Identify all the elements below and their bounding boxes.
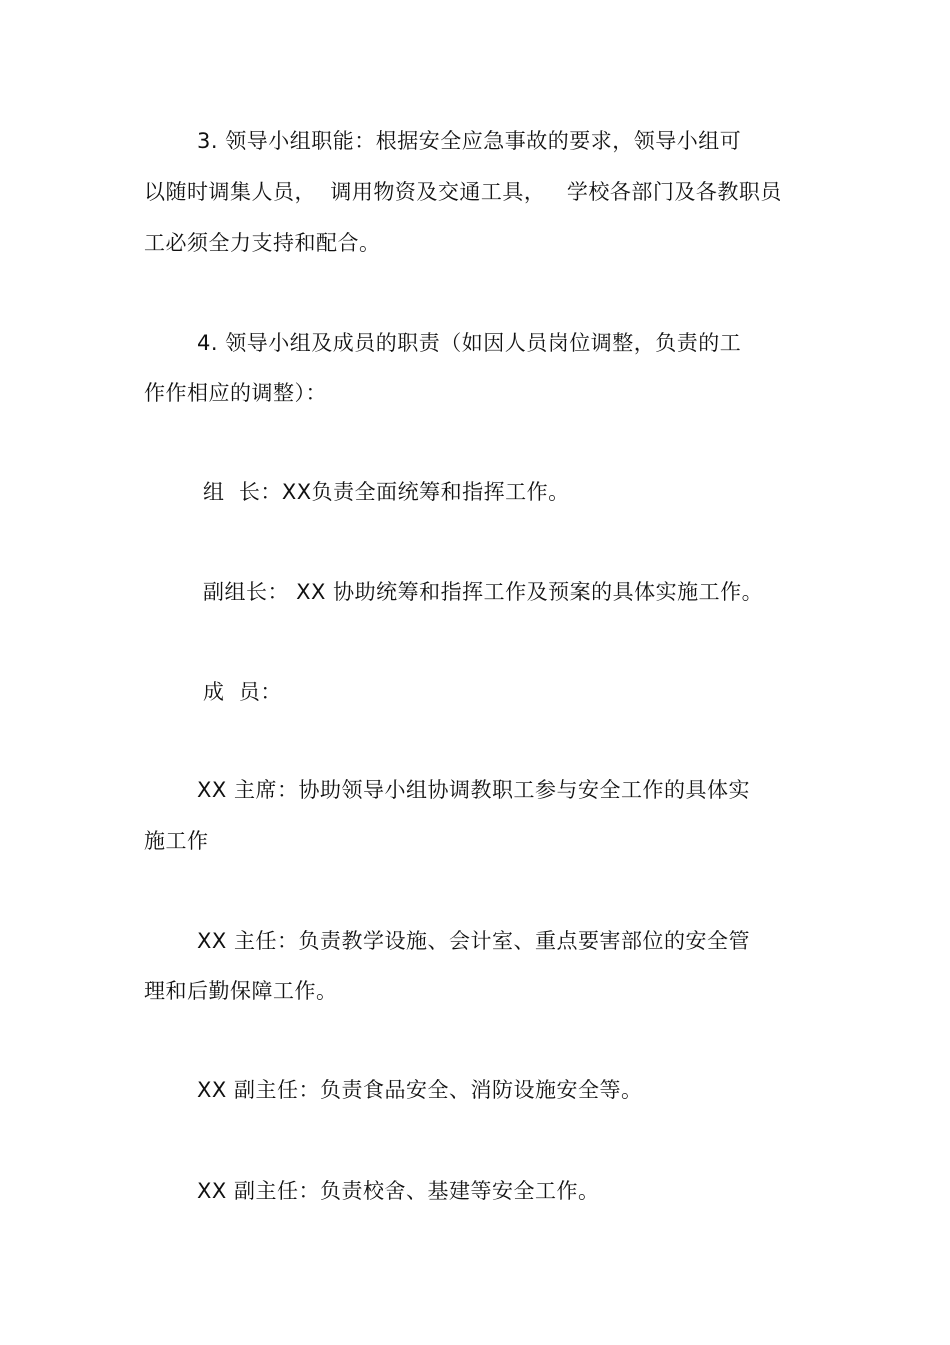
section3-line2: 以随时调集人员， 调用物资及交通工具， 学校各部门及各教职员 xyxy=(144,180,782,204)
deputy-leader-line: 副组长： XX 协助统筹和指挥工作及预案的具体实施工作。 xyxy=(203,580,764,604)
member-deputy-director-2-line: XX 副主任：负责校舍、基建等安全工作。 xyxy=(197,1179,600,1203)
member-director-line2: 理和后勤保障工作。 xyxy=(144,979,338,1003)
member-director-line1: XX 主任：负责教学设施、会计室、重点要害部位的安全管 xyxy=(197,929,750,953)
section3-line1: 3. 领导小组职能：根据安全应急事故的要求，领导小组可 xyxy=(197,129,742,153)
leader-line: 组 长：XX负责全面统筹和指挥工作。 xyxy=(203,480,570,504)
section4-line2: 作作相应的调整）： xyxy=(144,381,327,405)
members-label: 成 员： xyxy=(203,680,282,704)
section3-line3: 工必须全力支持和配合。 xyxy=(144,231,381,255)
section4-line1: 4. 领导小组及成员的职责（如因人员岗位调整，负责的工 xyxy=(197,331,742,355)
member-chairman-line1: XX 主席：协助领导小组协调教职工参与安全工作的具体实 xyxy=(197,778,750,802)
member-chairman-line2: 施工作 xyxy=(144,829,209,853)
member-deputy-director-1-line: XX 副主任：负责食品安全、消防设施安全等。 xyxy=(197,1078,643,1102)
